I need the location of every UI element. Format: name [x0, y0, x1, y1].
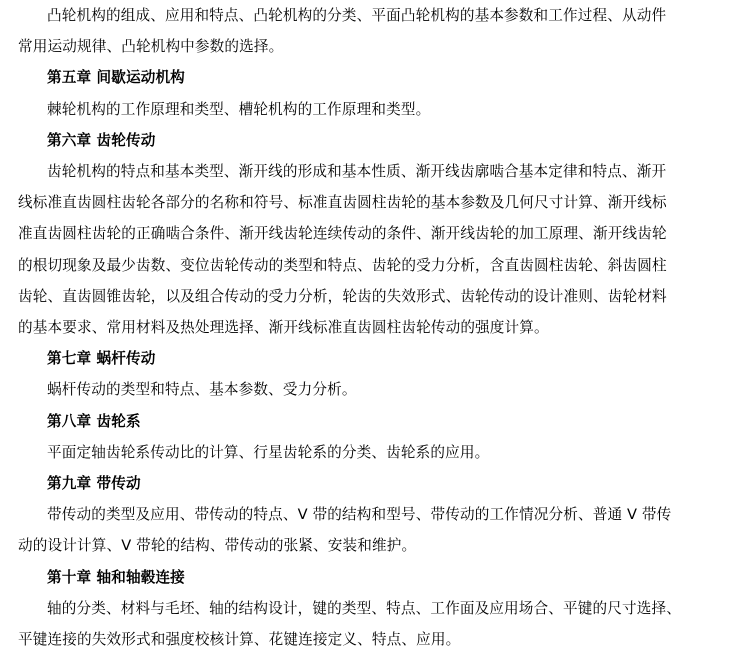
text-line: 的基本要求、常用材料及热处理选择、渐开线标准直齿圆柱齿轮传动的强度计算。 — [18, 319, 549, 337]
text-line: 齿轮、直齿圆锥齿轮，以及组合传动的受力分析，轮齿的失效形式、齿轮传动的设计准则、齿轮材料 — [18, 287, 667, 305]
chapter-heading: 第六章 齿轮传动 — [47, 131, 156, 149]
text-line: 带传动的类型及应用、带传动的特点、V 带的结构和型号、带传动的工作情况分析、普通 V 带传 — [47, 506, 672, 524]
text-line: 棘轮机构的工作原理和类型、槽轮机构的工作原理和类型。 — [47, 100, 431, 118]
chapter-heading: 第八章 齿轮系 — [47, 412, 141, 430]
text-line: 的根切现象及最少齿数、变位齿轮传动的类型和特点、齿轮的受力分析，含直齿圆柱齿轮、斜齿圆柱 — [18, 256, 667, 274]
text-line: 蜗杆传动的类型和特点、基本参数、受力分析。 — [47, 381, 357, 399]
text-line: 凸轮机构的组成、应用和特点、凸轮机构的分类、平面凸轮机构的基本参数和工作过程、从动件 — [47, 7, 667, 24]
text-line: 常用运动规律、凸轮机构中参数的选择。 — [18, 38, 284, 56]
chapter-heading: 第七章 蜗杆传动 — [47, 350, 156, 368]
text-line: 动的设计计算、V 带轮的结构、带传动的张紧、安装和维护。 — [18, 537, 417, 555]
chapter-heading: 第五章 间歇运动机构 — [47, 69, 185, 87]
text-line: 齿轮机构的特点和基本类型、渐开线的形成和基本性质、渐开线齿廓啮合基本定律和特点、渐开 — [47, 163, 667, 181]
document-page — [18, 0, 723, 655]
chapter-heading: 第十章 轴和轴毂连接 — [47, 568, 185, 586]
text-line: 平面定轴齿轮系传动比的计算、行星齿轮系的分类、齿轮系的应用。 — [47, 443, 490, 461]
text-line: 平键连接的失效形式和强度校核计算、花键连接定义、特点、应用。 — [18, 631, 461, 649]
text-line: 轴的分类、材料与毛坯、轴的结构设计，键的类型、特点、工作面及应用场合、平键的尺寸选择、 — [47, 599, 681, 617]
chapter-heading: 第九章 带传动 — [47, 475, 141, 493]
text-line: 线标准直齿圆柱齿轮各部分的名称和符号、标准直齿圆柱齿轮的基本参数及几何尺寸计算、渐开线标 — [18, 194, 667, 212]
text-line: 准直齿圆柱齿轮的正确啮合条件、渐开线齿轮连续传动的条件、渐开线齿轮的加工原理、渐开线齿轮 — [18, 225, 667, 243]
